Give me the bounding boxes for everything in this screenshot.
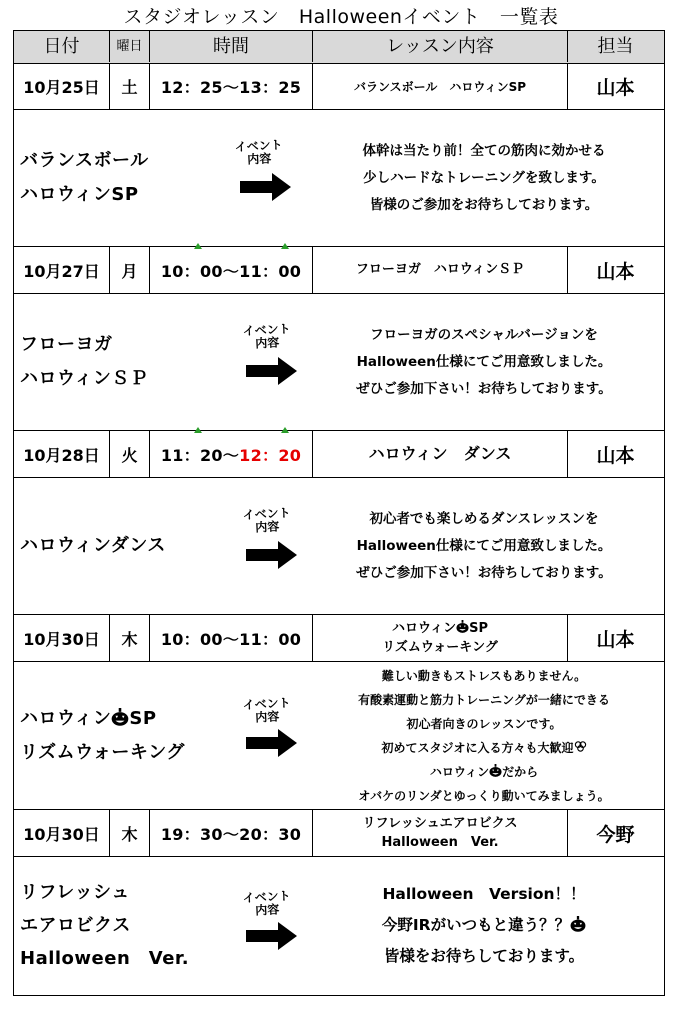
description-line: 少しハードなトレーニングを致します。 [363, 169, 605, 186]
title-text: SP [129, 707, 157, 729]
lesson-time-end: 11：00 [239, 629, 302, 649]
event-content-label [231, 506, 302, 536]
lesson-time-start: 19：30～ [160, 824, 240, 844]
lesson-content [313, 615, 568, 661]
content-text: SP [469, 620, 489, 636]
event-description [314, 478, 654, 614]
description-text: 初めてスタジオに入る方々も大歓迎 [381, 740, 574, 755]
description-text: だから [502, 764, 539, 779]
event-label-line: イベント [234, 137, 283, 155]
description-line: ぜひご参加下さい！お待ちしております。 [356, 380, 612, 397]
lesson-date: 10月30日 [14, 810, 110, 856]
lesson-date: 10月25日 [14, 64, 110, 109]
title-text: ハロウィン [20, 707, 112, 729]
event-detail-row [14, 857, 664, 994]
lesson-content-line: Halloween Ver. [381, 835, 499, 850]
event-label-line: イベント [242, 505, 291, 523]
lesson-content-line: リズムウォーキング [382, 640, 498, 655]
lesson-date: 10月30日 [14, 615, 110, 661]
event-content-label [223, 138, 294, 168]
event-description [314, 662, 654, 809]
description-line: ぜひご参加下さい！お待ちしております。 [356, 564, 612, 581]
description-line [430, 760, 538, 784]
schedule-row [14, 810, 664, 857]
description-line: フローヨガのスペシャルバージョンを [370, 326, 598, 343]
lesson-content: ハロウィン ダンス [313, 431, 568, 477]
lesson-instructor: 山本 [596, 260, 635, 283]
header-instructor: 担当 [597, 36, 634, 57]
lesson-weekday: 火 [110, 431, 150, 477]
pumpkin-icon [111, 708, 129, 726]
description-line: Halloween Version！！ [382, 885, 586, 903]
event-title [20, 857, 220, 994]
lesson-weekday: 木 [110, 615, 150, 661]
event-title [20, 662, 220, 809]
header-date: 日付 [14, 31, 110, 62]
table-header [14, 31, 664, 64]
description-line: 初心者でも楽しめるダンスレッスンを [369, 510, 599, 527]
lesson-content-line: リフレッシュエアロビクス [362, 815, 518, 831]
event-title-line: リフレッシュ [20, 882, 130, 903]
event-label-line: イベント [242, 695, 291, 713]
description-text: ハロウィン [429, 764, 490, 779]
description-line: 初心者向きのレッスンです。 [406, 716, 562, 731]
schedule-row [14, 431, 664, 478]
pumpkin-icon [489, 764, 502, 777]
page-title: スタジオレッスン Halloweenイベント 一覧表 [123, 6, 559, 28]
event-title-line: エアロビクス [20, 915, 131, 936]
event-title-line: ハロウィンＳＰ [20, 368, 149, 389]
schedule-row [14, 64, 664, 110]
event-content-label [231, 889, 302, 919]
event-title-line: フローヨガ [20, 334, 113, 355]
description-line: 皆様をお待ちしております。 [383, 947, 585, 965]
event-content-label [231, 322, 302, 352]
event-content-label [231, 696, 302, 726]
lesson-content-line [392, 619, 488, 639]
event-title [20, 110, 220, 246]
event-label-line: 内容 [254, 709, 280, 725]
description-line: 体幹は当たり前！全ての筋肉に効かせる [362, 142, 606, 159]
lesson-time-end: 13：25 [239, 78, 302, 97]
lesson-instructor: 山本 [596, 77, 635, 99]
description-line: 難しい動きもストレスもありません。 [381, 668, 587, 683]
lesson-content: フローヨガ ハロウィンＳＰ [313, 247, 568, 293]
event-label-line: 内容 [254, 335, 280, 351]
right-arrow-icon [246, 728, 298, 758]
lesson-weekday: 木 [110, 810, 150, 856]
event-detail-row [14, 110, 664, 247]
lesson-date: 10月28日 [14, 431, 110, 477]
lesson-time [150, 810, 313, 856]
lesson-time-start: 10：00～ [160, 629, 240, 649]
lesson-content: バランスボール ハロウィンSP [313, 64, 568, 109]
lesson-time-end: 12：20 [239, 445, 302, 465]
event-label-line: イベント [242, 888, 291, 906]
lesson-instructor: 山本 [596, 444, 635, 467]
description-line [381, 736, 586, 760]
lesson-date: 10月27日 [14, 247, 110, 293]
header-time: 時間 [150, 31, 313, 62]
event-description [314, 857, 654, 994]
header-weekday: 曜日 [110, 31, 150, 62]
content-text: ハロウィン [391, 620, 457, 636]
schedule-table [13, 30, 665, 996]
event-description [314, 110, 654, 246]
header-content: レッスン内容 [313, 31, 568, 62]
lesson-time [150, 64, 313, 109]
right-arrow-icon [240, 172, 292, 202]
lesson-time-end: 11：00 [239, 261, 302, 281]
event-label-line: イベント [242, 321, 291, 339]
pumpkin-icon [570, 916, 586, 932]
lesson-time-start: 10：00～ [160, 261, 240, 281]
event-title [20, 478, 220, 614]
event-description [314, 294, 654, 430]
lesson-instructor: 今野 [596, 823, 635, 846]
event-label-line: 内容 [246, 151, 272, 167]
right-arrow-icon [246, 356, 298, 386]
event-label-line: 内容 [254, 902, 280, 918]
lesson-time-end: 20：30 [239, 824, 302, 844]
event-title-line: ハロウィンダンス [20, 535, 166, 556]
schedule-row [14, 247, 664, 294]
lesson-weekday: 月 [110, 247, 150, 293]
event-detail-row [14, 662, 664, 810]
schedule-row [14, 615, 664, 662]
event-detail-row [14, 478, 664, 615]
event-label-line: 内容 [254, 519, 280, 535]
lesson-time-start: 11：20～ [160, 445, 240, 465]
description-text: 今野IRがいつもと違う？？ [381, 916, 571, 934]
event-detail-row [14, 294, 664, 431]
clover-icon [574, 740, 587, 753]
event-title-line: バランスボール [20, 150, 149, 171]
lesson-time [150, 247, 313, 293]
lesson-time [150, 615, 313, 661]
description-line: オバケのリンダとゆっくり動いてみましょう。 [358, 788, 610, 803]
lesson-time-start: 12：25～ [160, 78, 240, 97]
lesson-content [313, 810, 568, 856]
event-title-line: リズムウォーキング [20, 741, 185, 763]
lesson-instructor: 山本 [596, 628, 635, 651]
description-line [382, 910, 586, 941]
right-arrow-icon [246, 540, 298, 570]
pumpkin-icon [456, 620, 469, 633]
right-arrow-icon [246, 921, 298, 951]
event-title [20, 294, 220, 430]
event-title-line: ハロウィンSP [20, 184, 139, 205]
event-title-line [20, 702, 220, 736]
description-line: Halloween仕様にてご用意致しました。 [356, 537, 612, 554]
description-line: 皆様のご参加をお待ちしております。 [369, 196, 599, 213]
description-line: 有酸素運動と筋力トレーニングが一緒にできる [358, 692, 610, 707]
lesson-time [150, 431, 313, 477]
lesson-weekday: 土 [110, 64, 150, 109]
event-title-line: Halloween Ver. [20, 948, 190, 969]
description-line: Halloween仕様にてご用意致しました。 [356, 353, 612, 370]
